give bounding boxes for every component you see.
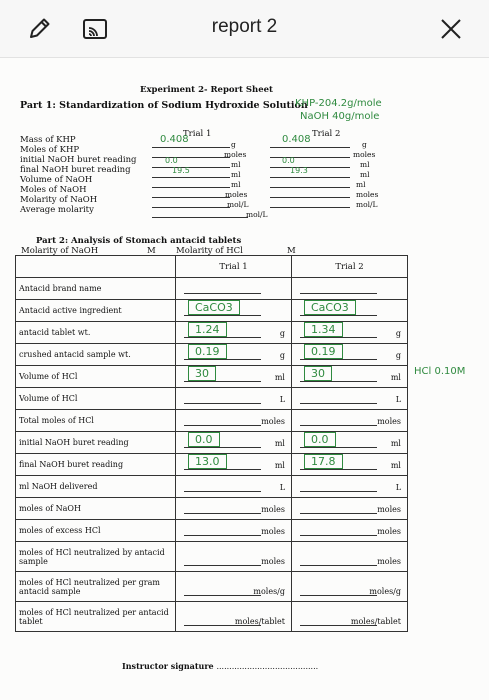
handwritten-value: 0.19	[304, 344, 343, 359]
unit-label: moles/tablet	[350, 617, 401, 626]
p1-t2-unit: ml	[360, 160, 370, 169]
table-row	[16, 388, 408, 410]
fill-line	[300, 565, 377, 566]
trial2-cell	[292, 300, 408, 322]
trial2-cell	[292, 572, 408, 602]
table-row	[16, 410, 408, 432]
p1-t1-mass-khp: 0.408	[160, 134, 189, 145]
row-label: Antacid brand name	[16, 278, 176, 300]
p1-t1-line	[152, 167, 230, 168]
trial1-cell	[176, 542, 292, 572]
trial2-cell	[292, 542, 408, 572]
close-icon[interactable]	[434, 12, 468, 46]
trial2-cell	[292, 278, 408, 300]
table-row	[16, 366, 408, 388]
p1-label: Moles of NaOH	[20, 185, 87, 195]
unit-label: g	[279, 351, 285, 360]
trial1-cell	[176, 344, 292, 366]
fill-line	[184, 491, 261, 492]
p1-t2-unit: ml	[356, 180, 366, 189]
trial1-cell	[176, 278, 292, 300]
p1-label: Average molarity	[20, 205, 94, 215]
molarity-hcl-label: Molarity of HCl	[176, 246, 243, 256]
part1-title: Part 1: Standardization of Sodium Hydroxide Solution	[20, 100, 308, 111]
trial1-cell	[176, 300, 292, 322]
handwritten-value: 0.19	[188, 344, 227, 359]
p1-label: initial NaOH buret reading	[20, 155, 137, 165]
row-label: moles of HCl neutralized per gram antacid sample	[16, 572, 176, 602]
unit-label: g	[279, 329, 285, 338]
fill-line	[184, 293, 261, 294]
trial2-cell	[292, 344, 408, 366]
trial2-cell	[292, 476, 408, 498]
trial1-cell	[176, 476, 292, 498]
trial2-cell	[292, 432, 408, 454]
hcl-molarity-note: HCl 0.10M	[414, 366, 466, 377]
trial1-cell	[176, 454, 292, 476]
molarity-naoh-unit: M	[147, 246, 156, 256]
unit-label: ml	[390, 461, 401, 470]
table-row	[16, 476, 408, 498]
fill-line	[300, 447, 377, 448]
table-row	[16, 454, 408, 476]
row-label: moles of HCl neutralized by antacid sample	[16, 542, 176, 572]
fill-line	[184, 513, 261, 514]
p1-t1-unit: ml	[231, 170, 241, 179]
table-header-cell	[16, 256, 176, 278]
handwritten-value: 30	[304, 366, 332, 381]
p1-t2-final: 19.3	[290, 166, 308, 175]
trial1-cell	[176, 388, 292, 410]
row-label: Volume of HCl	[16, 366, 176, 388]
table-row	[16, 542, 408, 572]
row-label: antacid tablet wt.	[16, 322, 176, 344]
fill-line	[300, 425, 377, 426]
unit-label: moles	[261, 557, 285, 566]
p1-t1-unit: ml	[231, 180, 241, 189]
p1-t2-unit: ml	[360, 170, 370, 179]
p1-t1-unit: moles	[224, 150, 247, 159]
handwritten-value: 0.0	[304, 432, 336, 447]
handwritten-value: CaCO3	[304, 300, 356, 315]
trial2-cell	[292, 602, 408, 632]
trial2-cell	[292, 454, 408, 476]
p1-t2-mass-khp: 0.408	[282, 134, 311, 145]
unit-label: moles/tablet	[234, 617, 285, 626]
app-toolbar	[0, 0, 489, 58]
p1-t2-line	[270, 147, 350, 148]
fill-line	[300, 359, 377, 360]
fill-line	[300, 403, 377, 404]
fill-line	[300, 595, 377, 596]
part2-title: Part 2: Analysis of Stomach antacid tablets	[36, 236, 242, 246]
row-label: crushed antacid sample wt.	[16, 344, 176, 366]
trial1-cell	[176, 572, 292, 602]
unit-label: g	[395, 329, 401, 338]
unit-label: L	[279, 483, 285, 492]
p1-t2-unit: moles	[356, 190, 379, 199]
part2-table	[15, 255, 408, 632]
row-label: initial NaOH buret reading	[16, 432, 176, 454]
unit-label: moles	[261, 417, 285, 426]
p1-t2-line	[270, 167, 350, 168]
fill-line	[300, 315, 377, 316]
trial2-cell	[292, 388, 408, 410]
trial2-cell	[292, 520, 408, 542]
fill-line	[300, 337, 377, 338]
unit-label: ml	[390, 439, 401, 448]
trial2-cell	[292, 410, 408, 432]
trial2-cell	[292, 322, 408, 344]
molarity-naoh-label: Molarity of NaOH	[21, 246, 99, 256]
p1-t1-line	[152, 177, 230, 178]
p1-label: Moles of KHP	[20, 145, 80, 155]
unit-label: moles	[377, 527, 401, 536]
sheet-title: Experiment 2- Report Sheet	[140, 85, 273, 95]
trial1-cell	[176, 432, 292, 454]
p1-t2-line	[270, 197, 350, 198]
trial2-header: Trial 2	[312, 129, 341, 139]
fill-line	[300, 535, 377, 536]
handwritten-value: 0.0	[188, 432, 220, 447]
part2-table-body	[16, 278, 408, 632]
row-label: moles of excess HCl	[16, 520, 176, 542]
p1-t2-line	[270, 187, 350, 188]
unit-label: moles	[377, 557, 401, 566]
trial1-cell	[176, 602, 292, 632]
handwritten-value: 13.0	[188, 454, 227, 469]
row-label: moles of HCl neutralized per antacid tablet	[16, 602, 176, 632]
trial2-cell	[292, 498, 408, 520]
unit-label: g	[395, 351, 401, 360]
unit-label: ml	[274, 439, 285, 448]
row-label: ml NaOH delivered	[16, 476, 176, 498]
row-label: Total moles of HCl	[16, 410, 176, 432]
khp-molar-mass-note: KHP-204.2g/mole	[295, 98, 382, 109]
p1-t1-line	[152, 197, 230, 198]
unit-label: moles	[261, 505, 285, 514]
table-row	[16, 498, 408, 520]
trial1-cell	[176, 322, 292, 344]
row-label: Antacid active ingredient	[16, 300, 176, 322]
fill-line	[184, 337, 261, 338]
unit-label: ml	[274, 373, 285, 382]
unit-label: L	[395, 395, 401, 404]
molarity-hcl-unit: M	[287, 246, 296, 256]
table-row	[16, 300, 408, 322]
document-title: report 2	[211, 16, 278, 37]
fill-line	[184, 403, 261, 404]
unit-label: moles	[377, 417, 401, 426]
p1-label: Mass of KHP	[20, 135, 76, 145]
fill-line	[300, 513, 377, 514]
row-label: final NaOH buret reading	[16, 454, 176, 476]
table-row	[16, 602, 408, 632]
row-label: moles of NaOH	[16, 498, 176, 520]
signature-label-text: Instructor signature	[122, 661, 214, 671]
table-row	[16, 344, 408, 366]
fill-line	[184, 359, 261, 360]
unit-label: moles	[377, 505, 401, 514]
p1-t1-unit: mol/L	[227, 200, 249, 209]
naoh-molar-mass-note: NaOH 40g/mole	[300, 111, 380, 122]
trial1-cell	[176, 410, 292, 432]
p1-t1-line	[152, 147, 230, 148]
table-header-row	[16, 256, 408, 278]
p1-t2-unit: g	[362, 140, 367, 149]
p1-label: Molarity of NaOH	[20, 195, 98, 205]
handwritten-value: 1.34	[304, 322, 343, 337]
row-label: Volume of HCl	[16, 388, 176, 410]
p1-t1-unit: ml	[231, 160, 241, 169]
instructor-signature-label	[122, 661, 318, 671]
p1-t1-line	[152, 157, 230, 158]
fill-line	[184, 315, 261, 316]
fill-line	[300, 469, 377, 470]
fill-line	[184, 425, 261, 426]
table-row	[16, 432, 408, 454]
fill-line	[184, 469, 261, 470]
p1-t2-unit: moles	[353, 150, 376, 159]
unit-label: moles/g	[253, 587, 285, 596]
trial1-column-header: Trial 1	[176, 256, 292, 278]
fill-line	[300, 293, 377, 294]
p1-avg-unit: mol/L	[246, 210, 268, 219]
table-row	[16, 572, 408, 602]
handwritten-value: 30	[188, 366, 216, 381]
p1-label: final NaOH buret reading	[20, 165, 131, 175]
scanned-report-sheet	[0, 58, 489, 700]
trial1-header: Trial 1	[183, 129, 212, 139]
p1-t1-line	[152, 187, 230, 188]
p1-t1-final: 19.5	[172, 166, 190, 175]
trial1-cell	[176, 520, 292, 542]
handwritten-value: 1.24	[188, 322, 227, 337]
p1-label: Volume of NaOH	[20, 175, 93, 185]
trial1-cell	[176, 366, 292, 388]
fill-line	[184, 595, 261, 596]
p1-t1-initial: 0.0	[165, 156, 178, 165]
handwritten-value: CaCO3	[188, 300, 240, 315]
p1-t2-line	[270, 207, 350, 208]
p1-t2-unit: mol/L	[356, 200, 378, 209]
unit-label: moles/g	[369, 587, 401, 596]
trial2-cell	[292, 366, 408, 388]
p1-t2-initial: 0.0	[282, 156, 295, 165]
unit-label: moles	[261, 527, 285, 536]
p1-avg-line	[152, 217, 248, 218]
signature-dotted-line: ........................................	[216, 662, 319, 671]
fill-line	[184, 535, 261, 536]
trial2-column-header: Trial 2	[292, 256, 408, 278]
fill-line	[184, 381, 261, 382]
table-row	[16, 520, 408, 542]
unit-label: L	[279, 395, 285, 404]
unit-label: ml	[390, 373, 401, 382]
fill-line	[300, 491, 377, 492]
unit-label: L	[395, 483, 401, 492]
fill-line	[300, 381, 377, 382]
table-row	[16, 278, 408, 300]
fill-line	[184, 447, 261, 448]
p1-t1-line	[152, 207, 230, 208]
p1-t1-unit: g	[231, 140, 236, 149]
p1-t2-line	[270, 177, 350, 178]
p1-t1-unit: moles	[225, 190, 248, 199]
handwritten-value: 17.8	[304, 454, 343, 469]
unit-label: ml	[274, 461, 285, 470]
trial1-cell	[176, 498, 292, 520]
fill-line	[184, 565, 261, 566]
table-row	[16, 322, 408, 344]
